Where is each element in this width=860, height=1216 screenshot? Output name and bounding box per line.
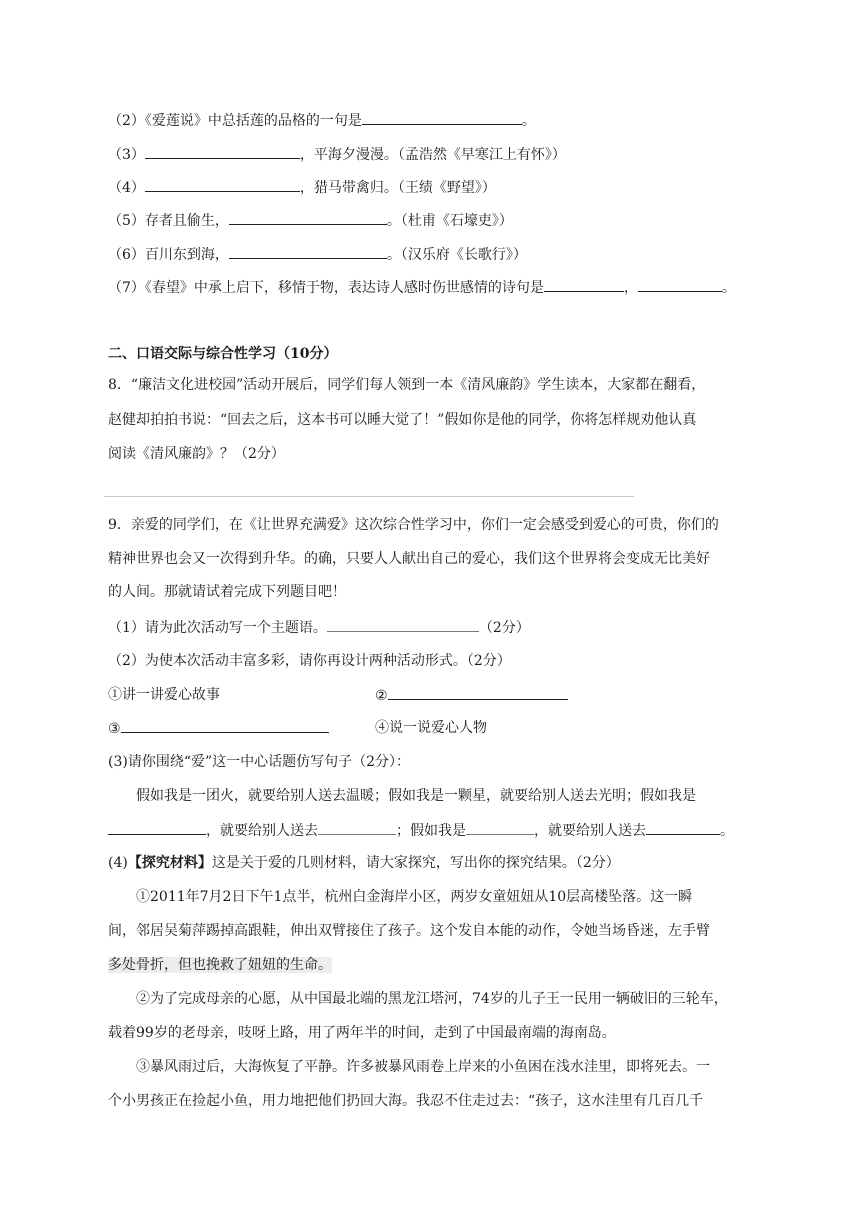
answer-blank[interactable] [638,277,722,292]
answer-blank[interactable] [646,820,720,835]
sub3-example: 假如我是一团火，就要给别人送去温暖；假如我是一颗星，就要给别人送去光明；假如我是 [136,788,696,804]
sub3-text: ，就要给别人送去 [206,823,318,839]
q8-line: 赵健却拍拍书说：“回去之后，这本书可以睡大觉了！”假如你是他的同学，你将怎样规劝他认真 [108,412,697,428]
answer-blank[interactable] [544,277,624,292]
material-3-line: ③暴风雨过后，大海恢复了平静。许多被暴风雨卷上岸来的小鱼困在浅水洼里，即将死去。一 [136,1059,710,1075]
q9-line: 的人间。那就请试着完成下列题目吧！ [108,584,346,600]
answer-blank[interactable] [362,110,522,125]
q9-sub4 [108,853,620,873]
answer-blank[interactable] [145,177,300,192]
q5-source: 。（杜甫《石壕吏》） [386,213,513,229]
answer-blank[interactable] [108,820,206,835]
material-2-line: 载着99岁的老母亲，吱呀上路，用了两年半的时间，走到了中国最南端的海南岛。 [108,1025,616,1041]
option-2 [375,685,568,706]
q7-text: （7）《春望》中承上启下，移情于物，表达诗人感时伤世感情的诗句是 [108,280,544,296]
answer-blank[interactable] [229,210,387,225]
q4-text: ，猎马带禽归。（王绩《野望》） [299,180,496,196]
question-2 [108,110,536,131]
material-1-line: 间，邻居吴菊萍踢掉高跟鞋，伸出双臂接住了孩子。这个发自本能的动作，令她当场昏迷，左手臂 [108,923,710,939]
sub4-tag: 【探究材料】 [127,855,212,871]
q6-text: （6）百川东到海， [108,247,229,263]
sub3-fill [108,820,734,841]
q9-sub1 [108,617,530,638]
answer-blank[interactable] [229,244,387,259]
q9-line: 9．亲爱的同学们，在《让世界充满爱》这次综合性学习中，你们一定会感受到爱心的可贵，你们的 [108,517,719,533]
material-2-line: ②为了完成母亲的心愿，从中国最北端的黑龙江塔河，74岁的儿子王一民用一辆破旧的三轮车， [136,991,728,1007]
q4-number: （4） [108,180,145,196]
option-2-number: ② [375,688,388,704]
question-5 [108,210,513,231]
q9-line: 精神世界也会又一次得到升华。的确，只要人人献出自己的爱心，我们这个世界将会变成无比美好 [108,551,710,567]
answer-blank[interactable] [327,617,479,632]
q3-number: （3） [108,147,145,163]
sub1-text: （1）请为此次活动写一个主题语。 [108,620,327,636]
q3-text: ，平海夕漫漫。（孟浩然《早寒江上有怀》） [299,147,566,163]
sub3-text: ；假如我是 [396,823,466,839]
sub3-end: 。 [720,823,734,839]
q9-sub3: (3)请你围绕“爱”这一中心话题仿写句子（2分）： [108,754,411,770]
q8-line: 阅读《清风廉韵》？（2分） [108,446,285,462]
q2-text: （2）《爱莲说》中总括莲的品格的一句是 [108,113,362,129]
option-1: ①讲一讲爱心故事 [108,687,220,703]
material-1-line: ①2011年7月2日下午1点半，杭州白金海岸小区，两岁女童妞妞从10层高楼坠落。这一瞬 [136,889,693,905]
highlighted-text: 多处骨折，但也挽救了妞妞的生命。 [108,957,332,973]
question-3 [108,144,566,165]
sub4-number: (4) [108,855,128,871]
sub1-score: （2分） [478,620,530,636]
answer-blank[interactable] [318,820,396,835]
answer-blank[interactable] [121,718,329,733]
material-3-line: 个小男孩正在捡起小鱼，用力地把他们扔回大海。我忍不住走过去：“孩子，这水洼里有几百几千 [108,1093,704,1109]
sub3-text: ，就要给别人送去 [534,823,646,839]
option-4: ④说一说爱心人物 [375,720,487,736]
option-3 [108,718,329,739]
option-3-number: ③ [108,721,121,737]
answer-blank[interactable] [145,144,300,159]
answer-blank[interactable] [466,820,534,835]
question-6 [108,244,527,265]
q9-sub2: （2）为使本次活动丰富多彩，请你再设计两种活动形式。（2分） [108,653,511,669]
q6-source: 。（汉乐府《长歌行》） [386,247,527,263]
sub4-text: 这是关于爱的几则材料，请大家探究，写出你的探究结果。（2分） [211,855,620,871]
q7-comma: ， [623,280,638,296]
q8-line: 8．“廉洁文化进校园”活动开展后，同学们每人领到一本《清风廉韵》学生读本，大家都在翻看， [108,377,706,393]
answer-line[interactable] [104,496,634,497]
answer-blank[interactable] [388,685,568,700]
question-7 [108,277,736,298]
q5-text: （5）存者且偷生， [108,213,229,229]
material-1-line [108,955,332,975]
section-heading: 二、口语交际与综合性学习（10分） [108,346,338,362]
question-4 [108,177,496,198]
q2-end: 。 [521,113,536,129]
q7-end: 。 [721,280,736,296]
